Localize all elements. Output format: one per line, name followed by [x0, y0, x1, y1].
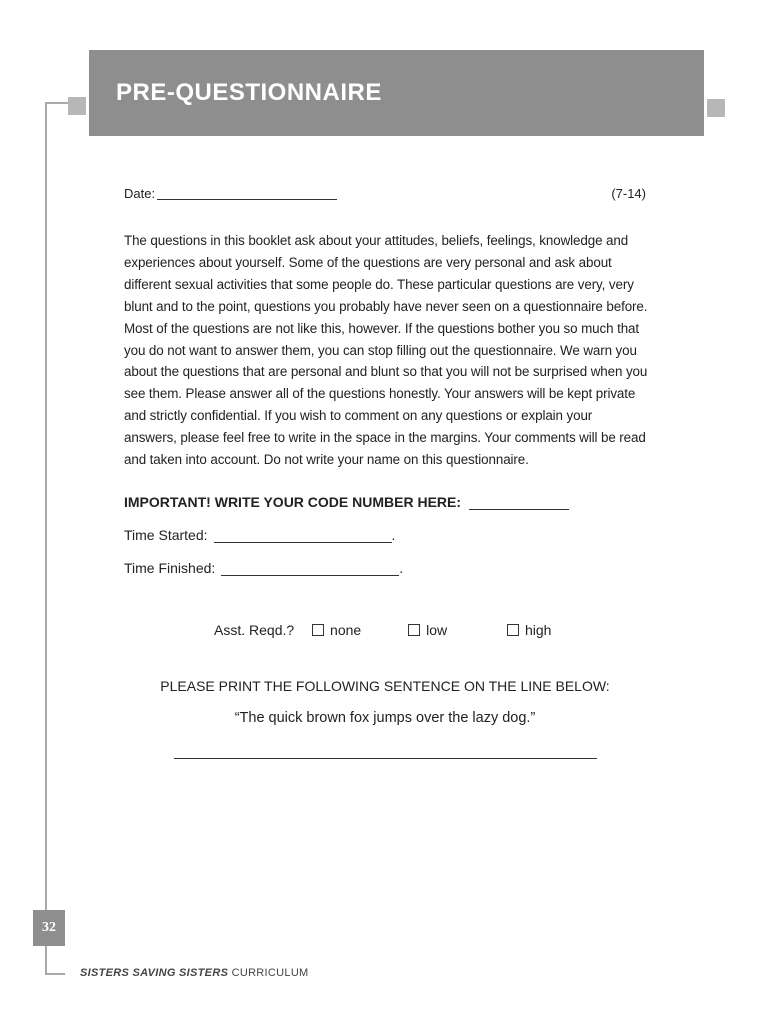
code-number-field[interactable]: [469, 495, 569, 510]
option-label: low: [426, 622, 448, 638]
page-title: PRE-QUESTIONNAIRE: [116, 79, 382, 106]
print-sentence: “The quick brown fox jumps over the lazy dog.”: [234, 710, 536, 726]
option-label: none: [330, 622, 362, 638]
assistance-option-none[interactable]: [312, 622, 361, 638]
date-field[interactable]: [157, 187, 337, 200]
assistance-option-high[interactable]: [507, 622, 551, 638]
code-number-label: IMPORTANT! WRITE YOUR CODE NUMBER HERE:: [124, 494, 462, 510]
time-finished-label: Time Finished:: [124, 560, 216, 576]
page-frame-bottom-tick: [45, 973, 65, 975]
decorative-square-left: [68, 97, 86, 115]
date-row: [124, 186, 646, 201]
footer-section: CURRICULUM: [231, 967, 309, 979]
assistance-row: [214, 622, 551, 638]
item-code: (7-14): [611, 186, 646, 201]
checkbox-high[interactable]: [507, 624, 519, 636]
decorative-square-right: [707, 99, 725, 117]
time-started-row: Time Started: .: [124, 527, 396, 543]
option-label: high: [525, 622, 552, 638]
time-started-label: Time Started:: [124, 527, 208, 543]
time-started-field[interactable]: [214, 528, 392, 543]
intro-paragraph: The questions in this booklet ask about your attitudes, beliefs, feelings, knowledge and experiences about yourself. Some of the questions are very personal and ask about different sexual activities that some people do. These particular questions are very, very blunt and to the point, questions you probably have never seen on a questionnaire before. Most of the questions are not like this, however. If the questions bother you so much that you do not want to answer them, you can stop filling out the questionnaire. We warn you about the questions that are personal and blunt so that you will not be surprised when you see them. Please answer all of the questions honestly. Your answers will be kept private and strictly confidential. If you wish to comment on any questions or explain your answers, please feel free to write in the space in the margins. Your comments will be read and taken into account. Do not write your name on this questionnaire.: [124, 233, 648, 468]
footer-series: SISTERS SAVING SISTERS: [80, 967, 229, 979]
assistance-option-low[interactable]: [408, 622, 447, 638]
checkbox-none[interactable]: [312, 624, 324, 636]
time-finished-field[interactable]: [221, 561, 399, 576]
assistance-label: Asst. Reqd.?: [214, 622, 295, 638]
footer: [80, 967, 309, 979]
code-number-row: [124, 494, 569, 510]
page-frame-line: [45, 103, 47, 975]
time-finished-row: Time Finished: .: [124, 560, 404, 576]
date-label: Date:: [124, 186, 156, 201]
checkbox-low[interactable]: [408, 624, 420, 636]
print-instruction: PLEASE PRINT THE FOLLOWING SENTENCE ON THE LINE BELOW:: [160, 678, 610, 694]
print-sentence-field[interactable]: [174, 758, 597, 759]
page-number: 32: [33, 910, 65, 946]
